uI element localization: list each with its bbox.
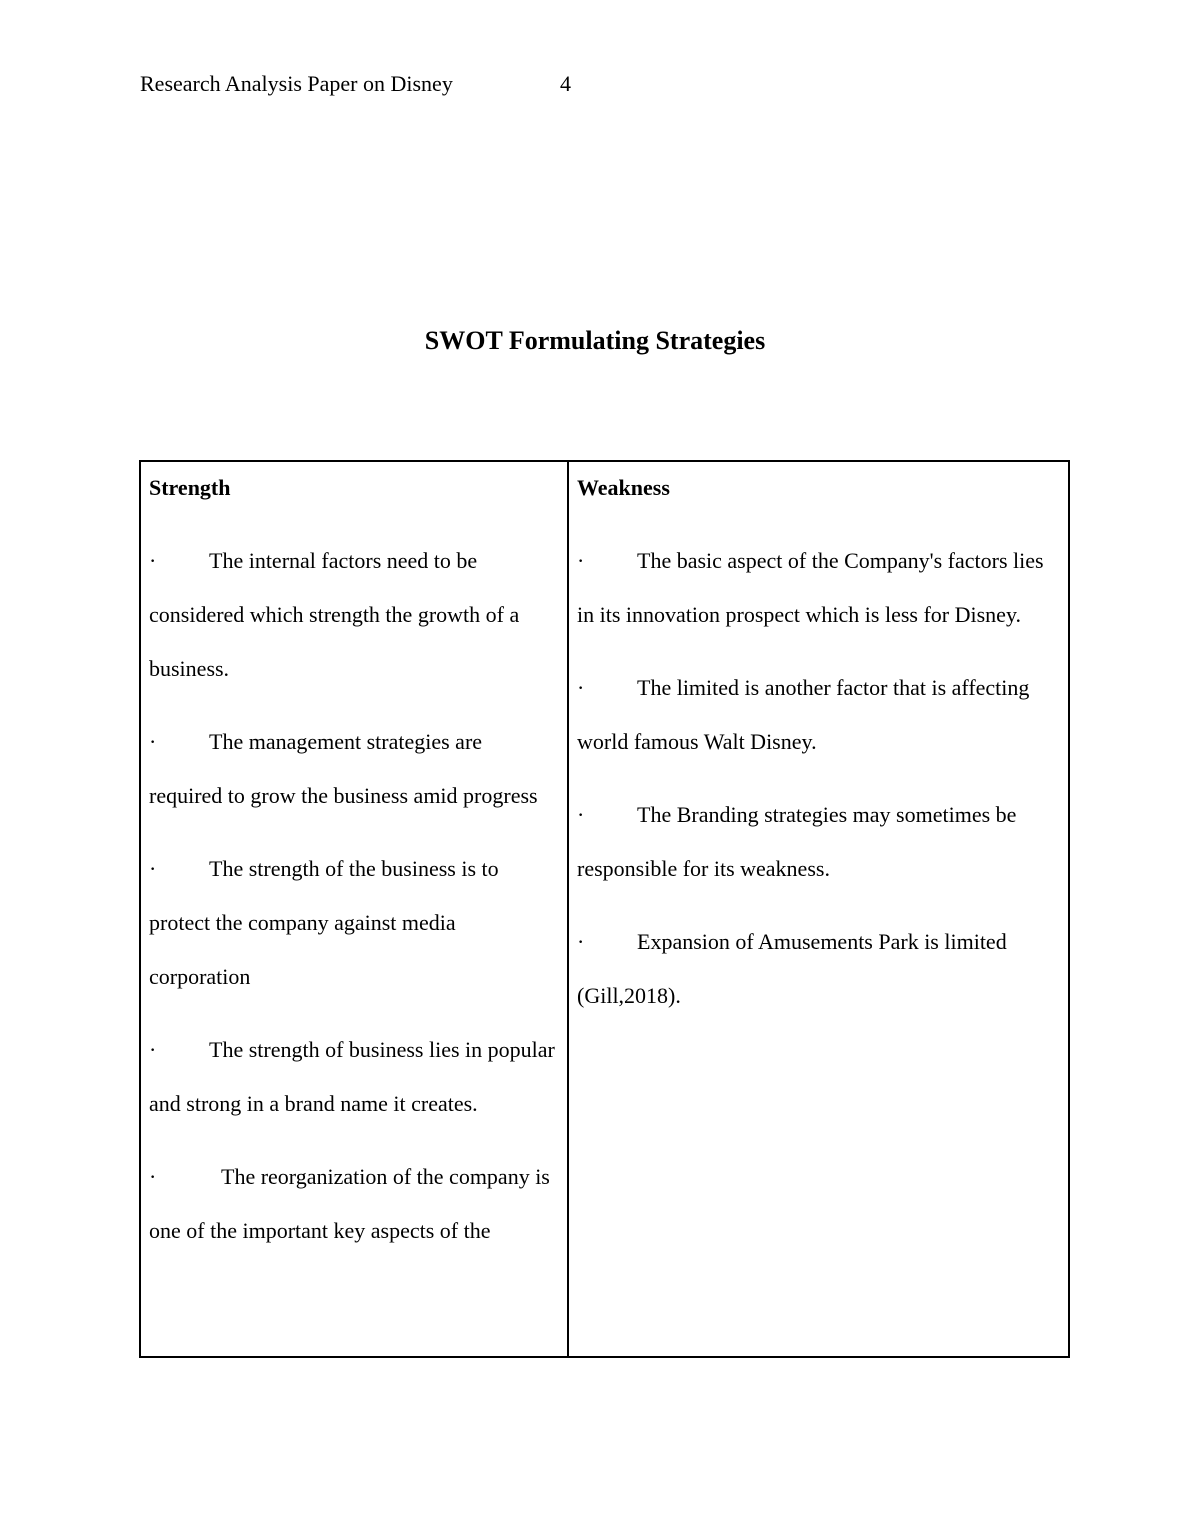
strength-item-text: The strength of the business is to protect the company against media corporation	[149, 856, 499, 989]
weakness-item	[577, 661, 1060, 769]
bullet: ·	[149, 1164, 157, 1189]
bullet: ·	[577, 929, 585, 954]
strength-item-text: The reorganization of the company is one of the important key aspects of the	[149, 1164, 550, 1243]
strength-item	[149, 1023, 559, 1131]
strength-item-text: The management strategies are required to grow the business amid progress	[149, 729, 538, 808]
strength-item-text: The strength of business lies in popular and strong in a brand name it creates.	[149, 1037, 555, 1116]
strength-heading: Strength	[149, 475, 231, 500]
strength-item	[149, 1150, 559, 1258]
strength-item	[149, 534, 559, 696]
weakness-column	[569, 462, 1068, 1356]
bullet: ·	[577, 675, 585, 700]
bullet: ·	[577, 802, 585, 827]
weakness-item-text: Expansion of Amusements Park is limited (Gill,2018).	[577, 929, 1007, 1008]
weakness-item-text: The Branding strategies may sometimes be responsible for its weakness.	[577, 802, 1017, 881]
bullet: ·	[149, 856, 157, 881]
page-title: SWOT Formulating Strategies	[424, 326, 766, 355]
weakness-item-text: The basic aspect of the Company's factors lies in its innovation prospect which is less for Disney.	[577, 548, 1044, 627]
weakness-heading: Weakness	[577, 475, 670, 500]
strength-item	[149, 842, 559, 1004]
swot-table	[139, 460, 1070, 1358]
weakness-item	[577, 534, 1060, 642]
strength-item	[149, 715, 559, 823]
weakness-item-text: The limited is another factor that is affecting world famous Walt Disney.	[577, 675, 1030, 754]
strength-item-text: The internal factors need to be considered which strength the growth of a business.	[149, 548, 520, 681]
strength-column	[141, 462, 569, 1356]
bullet: ·	[149, 729, 157, 754]
page-number: 4	[560, 71, 571, 96]
bullet: ·	[149, 548, 157, 573]
bullet: ·	[577, 548, 585, 573]
running-head: Research Analysis Paper on Disney	[140, 71, 453, 96]
bullet: ·	[149, 1037, 157, 1062]
weakness-item	[577, 788, 1060, 896]
weakness-item	[577, 915, 1060, 1023]
